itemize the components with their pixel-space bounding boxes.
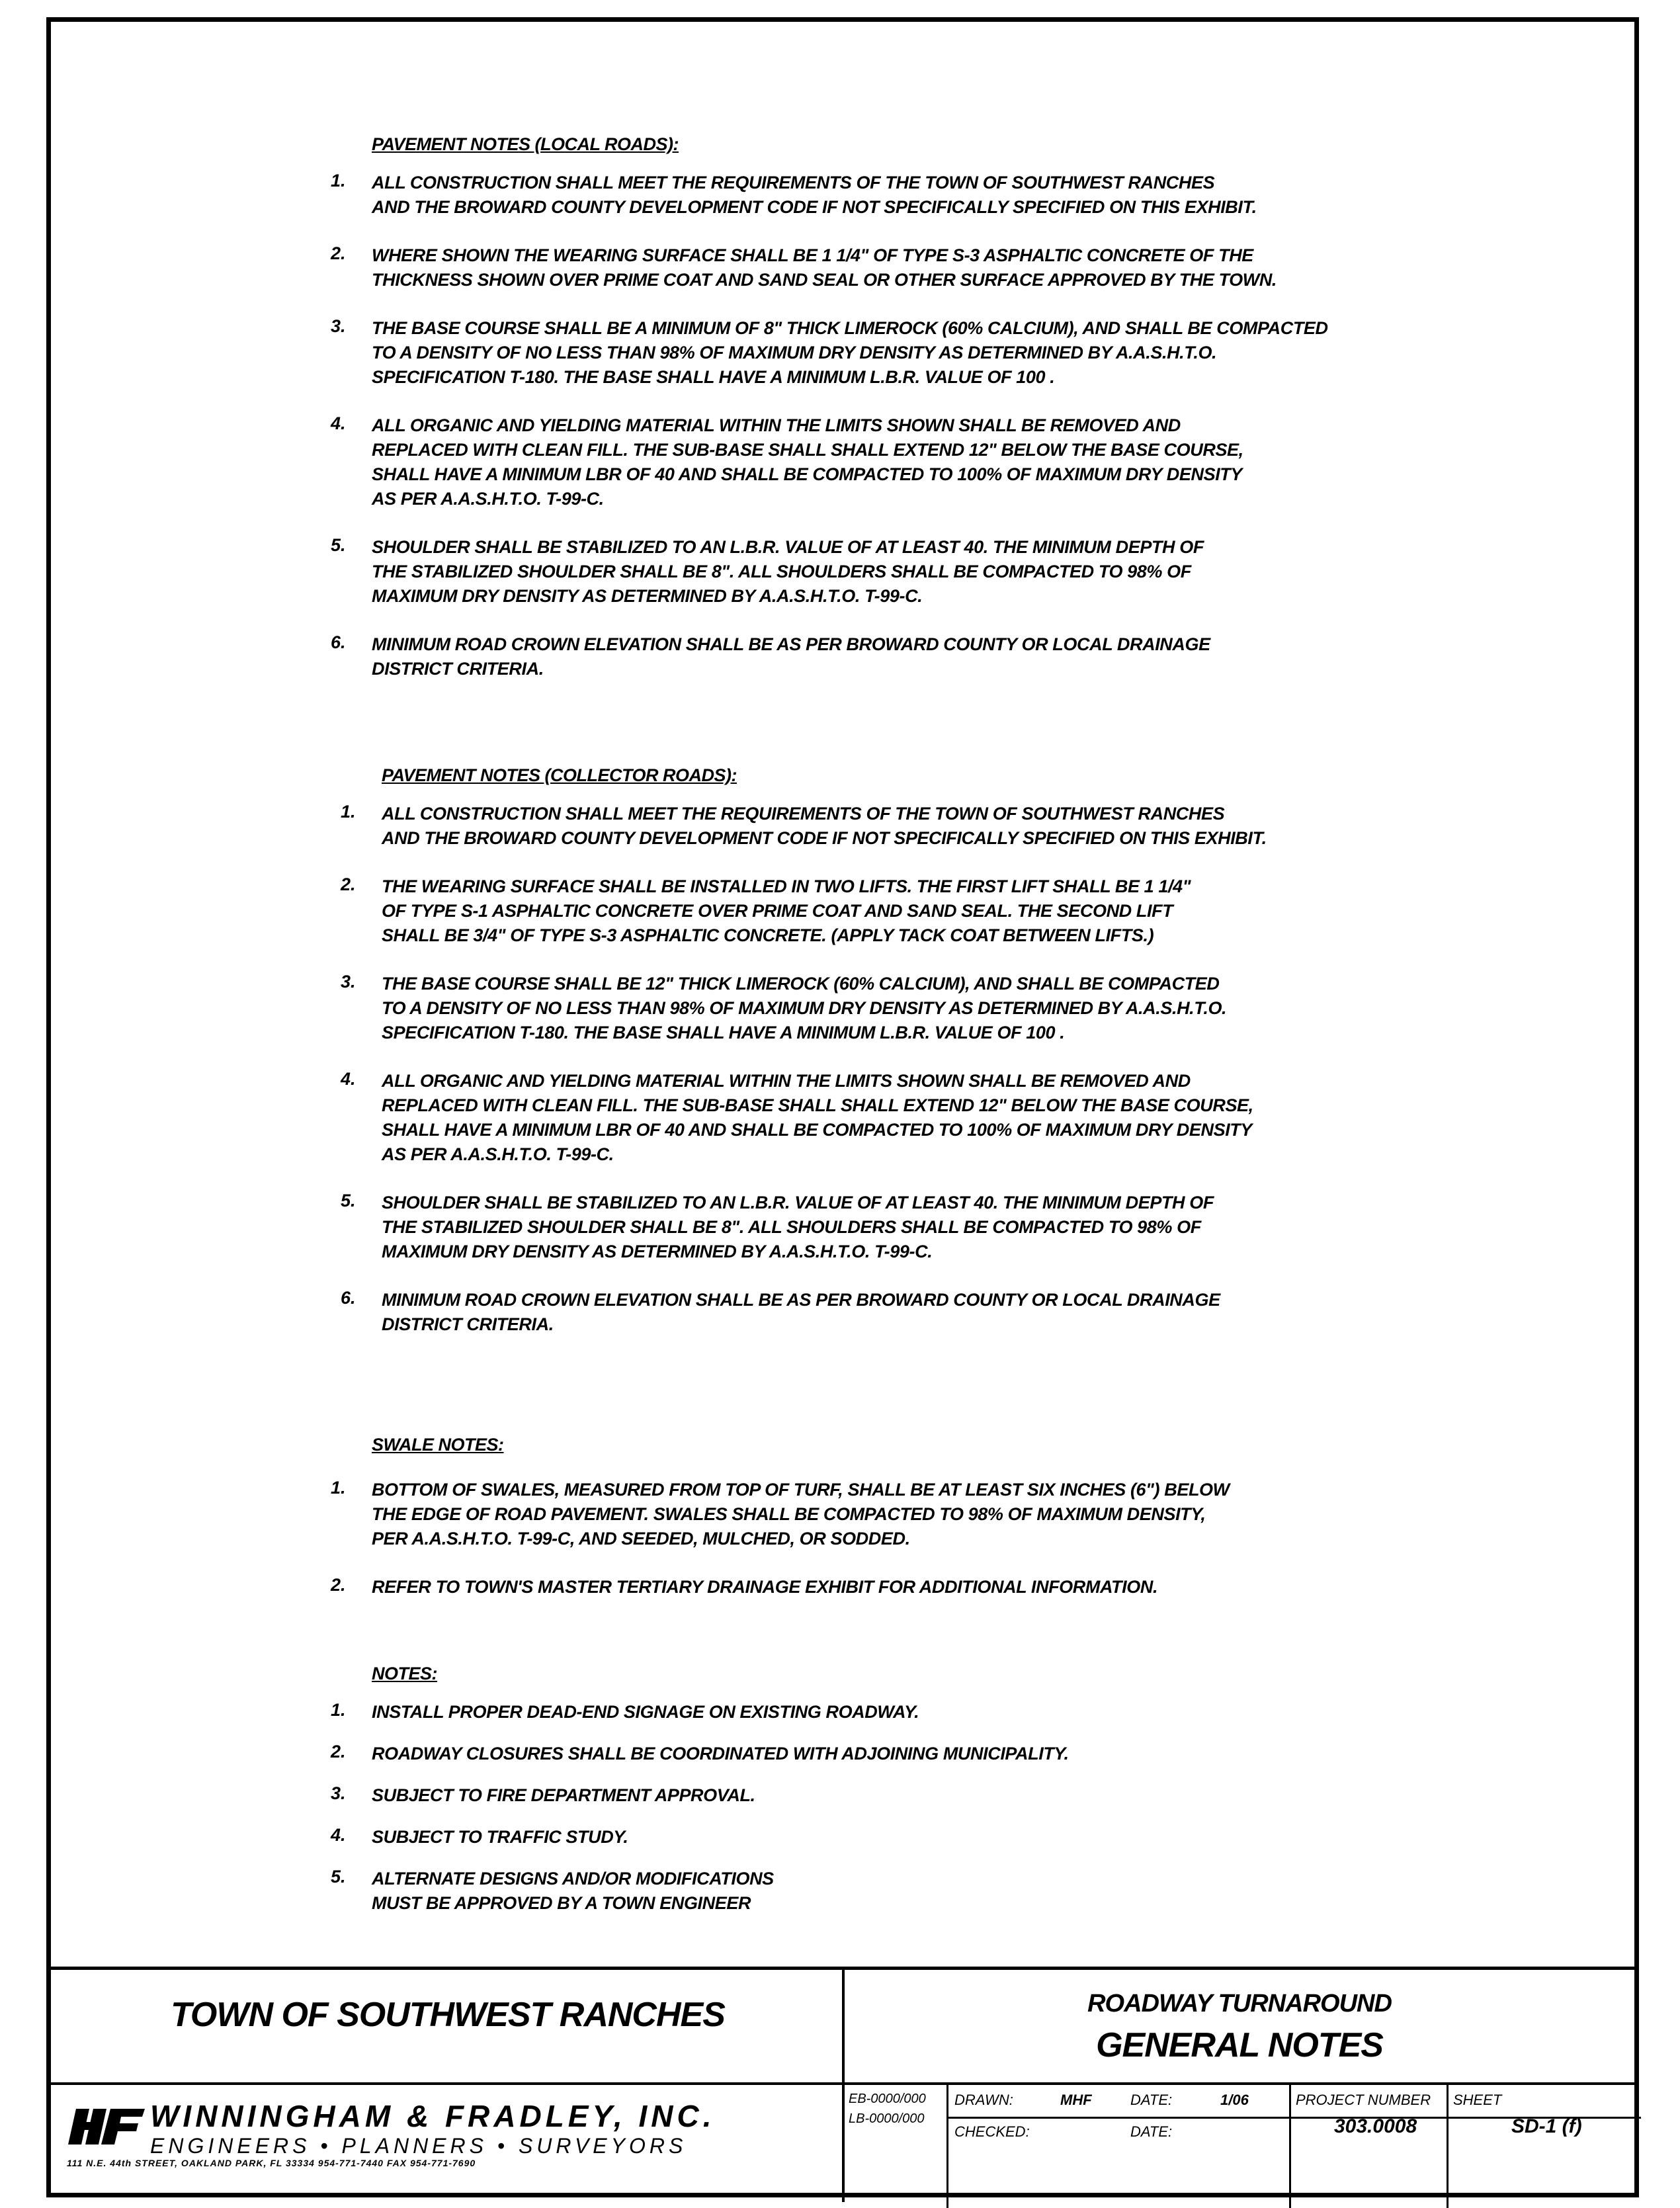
swale-notes xyxy=(331,1435,1230,1599)
note-number: 2. xyxy=(331,1742,346,1762)
note-item xyxy=(341,1288,1267,1337)
note-text: INSTALL PROPER DEAD-END SIGNAGE ON EXISTING ROADWAY. xyxy=(372,1702,919,1722)
note-number: 1. xyxy=(331,171,346,191)
sheet-value: SD-1 (f) xyxy=(1511,2115,1582,2137)
firm-logo-icon xyxy=(67,2105,146,2148)
note-item xyxy=(331,535,1328,609)
title-block-grid xyxy=(845,2082,1634,2208)
project-number-value: 303.0008 xyxy=(1334,2115,1417,2137)
note-number: 2. xyxy=(331,243,346,263)
project-number-label: PROJECT NUMBER xyxy=(1296,2092,1431,2108)
license-number: LB-0000/000 xyxy=(849,2111,925,2126)
note-text: ALL CONSTRUCTION SHALL MEET THE REQUIREMENTS OF THE TOWN OF SOUTHWEST RANCHES AND THE BROWARD COUNTY DEVELOPMENT CODE IF NOT SPECIFICALLY SPECIFIED ON THIS EXHIBIT. xyxy=(382,804,1267,848)
note-number: 1. xyxy=(331,1700,346,1720)
note-item xyxy=(331,243,1328,292)
note-text: REFER TO TOWN'S MASTER TERTIARY DRAINAGE EXHIBIT FOR ADDITIONAL INFORMATION. xyxy=(372,1577,1158,1597)
drawing-subtitle: GENERAL NOTES xyxy=(1096,2026,1383,2064)
note-number: 3. xyxy=(341,972,356,992)
grid-divider xyxy=(1447,2085,1449,2208)
firm-tagline: ENGINEERS • PLANNERS • SURVEYORS xyxy=(150,2134,687,2158)
note-text: ALL ORGANIC AND YIELDING MATERIAL WITHIN THE LIMITS SHOWN SHALL BE REMOVED AND REPLACED WITH CLEAN FILL. THE SUB-BASE SHALL SHALL EXTEND 12" BELOW THE BASE COURSE, SHALL HAVE A MINIMUM LBR OF 40 AND SHALL BE COMPACTED TO 100% OF MAXIMUM DRY DENSITY AS PER A.A.S.H.T.O. T-99-C. xyxy=(372,415,1243,509)
license-number: EB-0000/000 xyxy=(849,2092,926,2106)
note-text: ALL ORGANIC AND YIELDING MATERIAL WITHIN THE LIMITS SHOWN SHALL BE REMOVED AND REPLACED WITH CLEAN FILL. THE SUB-BASE SHALL SHALL EXTEND 12" BELOW THE BASE COURSE, SHALL HAVE A MINIMUM LBR OF 40 AND SHALL BE COMPACTED TO 100% OF MAXIMUM DRY DENSITY AS PER A.A.S.H.T.O. T-99-C. xyxy=(382,1071,1253,1164)
notes-area xyxy=(51,22,1634,1967)
date-value: 1/06 xyxy=(1220,2092,1249,2108)
note-item xyxy=(331,316,1328,390)
note-text: ALL CONSTRUCTION SHALL MEET THE REQUIREMENTS OF THE TOWN OF SOUTHWEST RANCHES AND THE BROWARD COUNTY DEVELOPMENT CODE IF NOT SPECIFICALLY SPECIFIED ON THIS EXHIBIT. xyxy=(372,173,1257,217)
note-item xyxy=(331,1700,1069,1724)
note-number: 1. xyxy=(341,802,356,822)
note-text: ALTERNATE DESIGNS AND/OR MODIFICATIONS MUST BE APPROVED BY A TOWN ENGINEER xyxy=(372,1869,774,1913)
note-text: BOTTOM OF SWALES, MEASURED FROM TOP OF TURF, SHALL BE AT LEAST SIX INCHES (6") BELOW THE EDGE OF ROAD PAVEMENT. SWALES SHALL BE COMPACTED TO 98% OF MAXIMUM DENSITY, PER A.A.S.H.T.O. T-99-C, AND SEEDED, MULCHED, OR SODDED. xyxy=(372,1480,1230,1549)
town-name: TOWN OF SOUTHWEST RANCHES xyxy=(171,1996,725,2034)
drawing-sheet xyxy=(46,17,1639,2197)
title-block-left xyxy=(51,1970,845,2202)
collector-roads-notes xyxy=(341,765,1267,1337)
note-item xyxy=(341,972,1267,1045)
section-heading: PAVEMENT NOTES (LOCAL ROADS): xyxy=(372,134,679,154)
note-number: 6. xyxy=(341,1288,356,1308)
note-text: THE BASE COURSE SHALL BE 12" THICK LIMEROCK (60% CALCIUM), AND SHALL BE COMPACTED TO A DENSITY OF NO LESS THAN 98% OF MAXIMUM DRY DENSITY AS DETERMINED BY A.A.S.H.T.O. SPECIFICATION T-180. THE BASE SHALL HAVE A MINIMUM L.B.R. VALUE OF 100 . xyxy=(382,974,1227,1042)
note-item xyxy=(331,632,1328,681)
note-text: SHOULDER SHALL BE STABILIZED TO AN L.B.R. VALUE OF AT LEAST 40. THE MINIMUM DEPTH OF THE STABILIZED SHOULDER SHALL BE 8". ALL SHOULDERS SHALL BE COMPACTED TO 98% OF MAXIMUM DRY DENSITY AS DETERMINED BY A.A.S.H.T.O. T-99-C. xyxy=(382,1193,1214,1261)
note-item xyxy=(331,1867,1069,1916)
note-number: 2. xyxy=(341,874,356,894)
note-item xyxy=(341,1069,1267,1167)
note-item xyxy=(331,1575,1230,1599)
drawn-label: DRAWN: xyxy=(954,2092,1013,2108)
note-text: SUBJECT TO TRAFFIC STUDY. xyxy=(372,1827,628,1847)
note-text: WHERE SHOWN THE WEARING SURFACE SHALL BE 1 1/4" OF TYPE S-3 ASPHALTIC CONCRETE OF THE THICKNESS SHOWN OVER PRIME COAT AND SAND SEAL OR OTHER SURFACE APPROVED BY THE TOWN. xyxy=(372,245,1277,290)
section-heading: SWALE NOTES: xyxy=(372,1435,504,1455)
note-text: MINIMUM ROAD CROWN ELEVATION SHALL BE AS PER BROWARD COUNTY OR LOCAL DRAINAGE DISTRICT CRITERIA. xyxy=(382,1290,1220,1334)
section-heading: PAVEMENT NOTES (COLLECTOR ROADS): xyxy=(382,765,737,785)
note-item xyxy=(331,413,1328,511)
title-block-right xyxy=(845,1970,1634,2202)
note-number: 5. xyxy=(341,1191,356,1210)
title-block xyxy=(51,1967,1634,2202)
firm-address: 111 N.E. 44th STREET, OAKLAND PARK, FL 33334 954-771-7440 FAX 954-771-7690 xyxy=(67,2158,476,2168)
note-text: SUBJECT TO FIRE DEPARTMENT APPROVAL. xyxy=(372,1785,755,1805)
note-text: MINIMUM ROAD CROWN ELEVATION SHALL BE AS PER BROWARD COUNTY OR LOCAL DRAINAGE DISTRICT CRITERIA. xyxy=(372,634,1210,679)
checked-label: CHECKED: xyxy=(954,2123,1030,2140)
note-text: ROADWAY CLOSURES SHALL BE COORDINATED WITH ADJOINING MUNICIPALITY. xyxy=(372,1744,1069,1763)
note-number: 5. xyxy=(331,1867,346,1887)
note-number: 4. xyxy=(331,1825,346,1845)
note-number: 3. xyxy=(331,316,346,336)
sheet-label: SHEET xyxy=(1453,2092,1502,2108)
note-item xyxy=(341,874,1267,948)
note-text: SHOULDER SHALL BE STABILIZED TO AN L.B.R. VALUE OF AT LEAST 40. THE MINIMUM DEPTH OF THE STABILIZED SHOULDER SHALL BE 8". ALL SHOULDERS SHALL BE COMPACTED TO 98% OF MAXIMUM DRY DENSITY AS DETERMINED BY A.A.S.H.T.O. T-99-C. xyxy=(372,537,1204,606)
note-number: 6. xyxy=(331,632,346,652)
note-item xyxy=(341,1191,1267,1264)
note-item xyxy=(331,1825,1069,1849)
grid-divider xyxy=(946,2085,948,2208)
note-item xyxy=(331,171,1328,220)
note-number: 1. xyxy=(331,1478,346,1498)
section-heading: NOTES: xyxy=(372,1664,438,1683)
note-item xyxy=(331,1783,1069,1808)
note-item xyxy=(331,1478,1230,1551)
note-text: THE WEARING SURFACE SHALL BE INSTALLED IN TWO LIFTS. THE FIRST LIFT SHALL BE 1 1/4" OF TYPE S-1 ASPHALTIC CONCRETE OVER PRIME COAT AND SAND SEAL. THE SECOND LIFT SHALL BE 3/4" OF TYPE S-3 ASPHALTIC CONCRETE. (APPLY TACK COAT BETWEEN LIFTS.) xyxy=(382,876,1191,945)
local-roads-notes xyxy=(331,134,1328,681)
drawing-title: ROADWAY TURNAROUND xyxy=(1087,1990,1392,2017)
date-label: DATE: xyxy=(1130,2123,1173,2140)
note-number: 4. xyxy=(331,413,346,433)
date-label: DATE: xyxy=(1130,2092,1173,2108)
grid-divider xyxy=(1289,2085,1291,2208)
firm-box xyxy=(51,2082,845,2208)
note-item xyxy=(341,802,1267,851)
note-number: 2. xyxy=(331,1575,346,1595)
note-number: 3. xyxy=(331,1783,346,1803)
general-notes xyxy=(331,1664,1069,1916)
note-text: THE BASE COURSE SHALL BE A MINIMUM OF 8" THICK LIMEROCK (60% CALCIUM), AND SHALL BE COMPACTED TO A DENSITY OF NO LESS THAN 98% OF MAXIMUM DRY DENSITY AS DETERMINED BY A.A.S.H.T.O. SPECIFICATION T-180. THE BASE SHALL HAVE A MINIMUM L.B.R. VALUE OF 100 . xyxy=(372,318,1328,387)
note-number: 4. xyxy=(341,1069,356,1089)
note-number: 5. xyxy=(331,535,346,555)
note-item xyxy=(331,1742,1069,1766)
firm-name: WINNINGHAM & FRADLEY, INC. xyxy=(150,2099,716,2133)
drawn-value: MHF xyxy=(1060,2092,1092,2108)
